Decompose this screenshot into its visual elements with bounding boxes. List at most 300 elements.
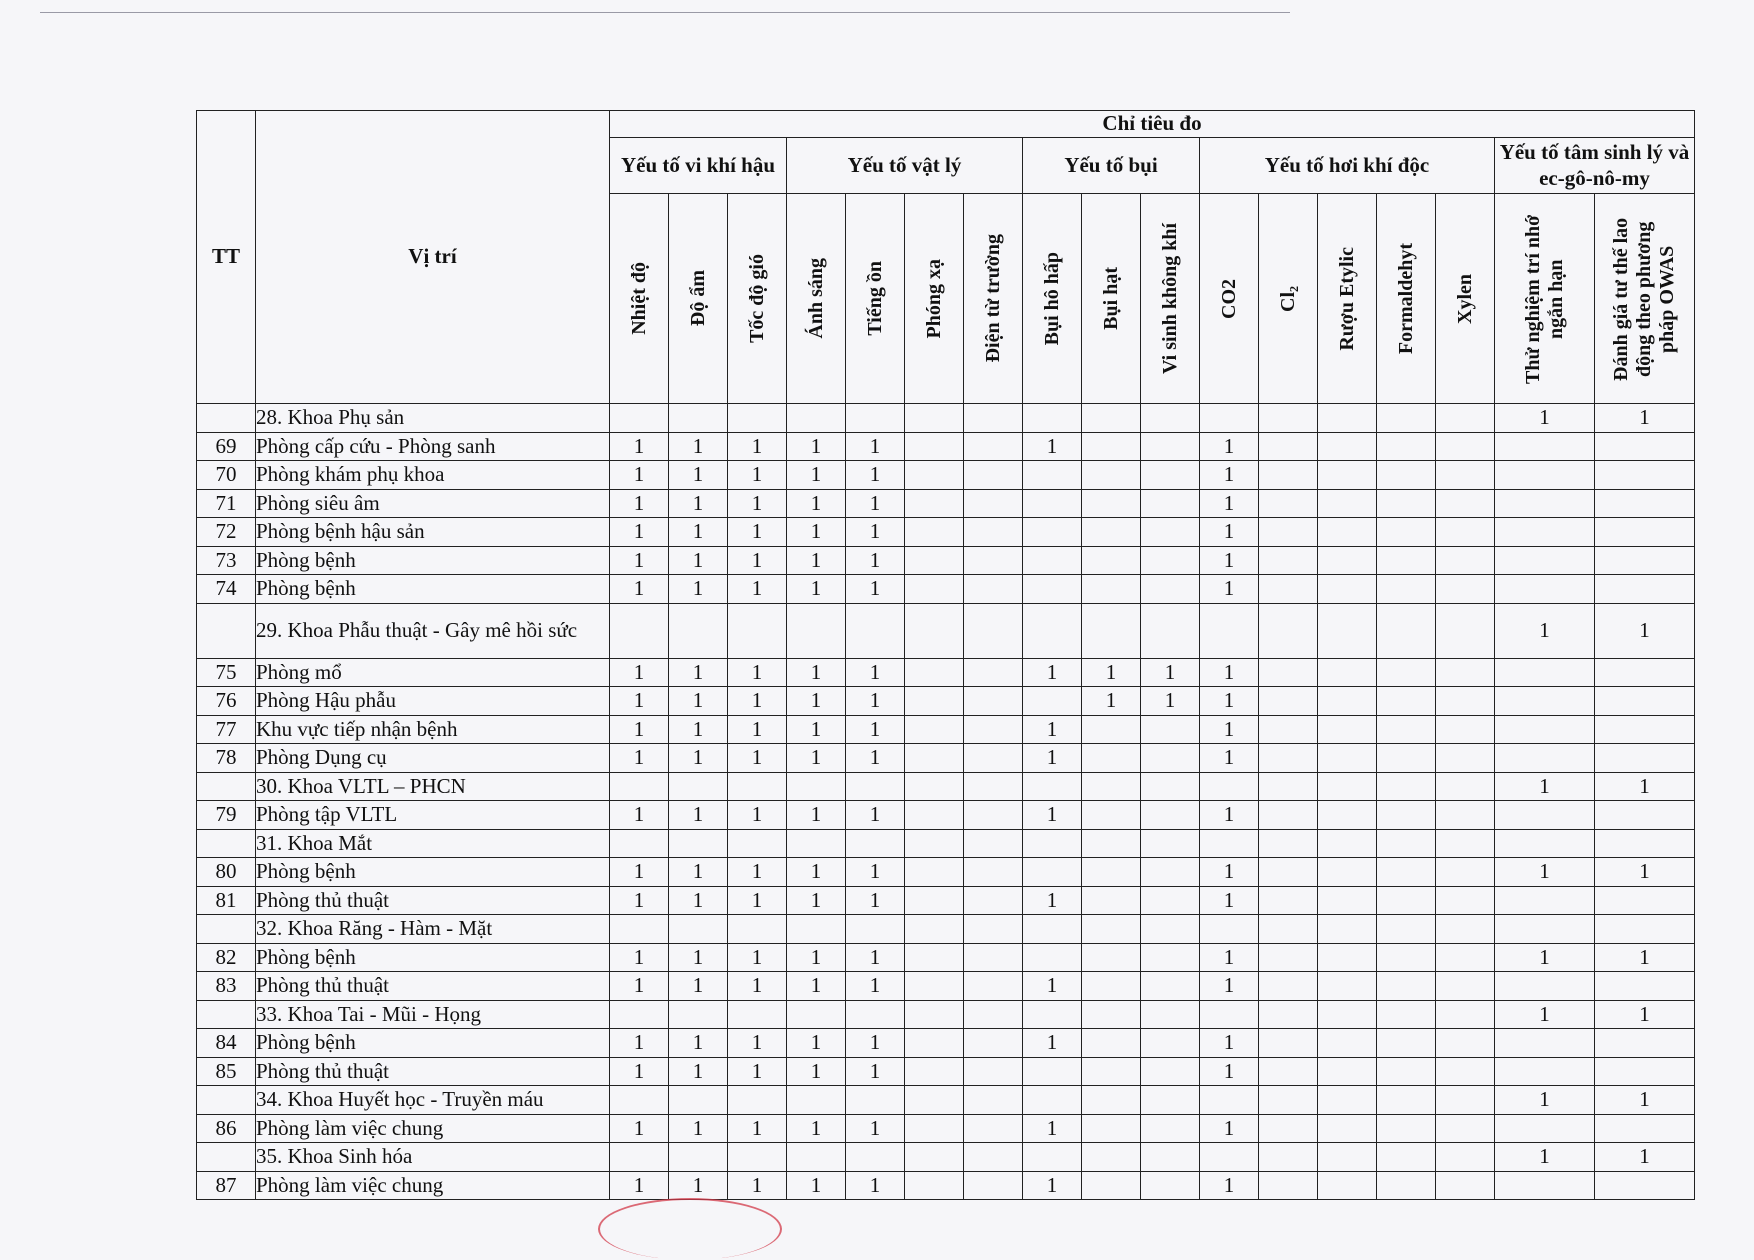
row-value-cell: 1 <box>846 658 905 687</box>
section-label: 31. Khoa Mắt <box>256 829 610 858</box>
row-value-cell <box>1377 461 1436 490</box>
row-value-cell <box>1495 687 1595 716</box>
row-tt: 87 <box>197 1171 256 1200</box>
row-value-cell: 1 <box>1200 1029 1259 1058</box>
row-value-cell <box>964 1029 1023 1058</box>
row-value-cell <box>1318 858 1377 887</box>
row-tt: 86 <box>197 1114 256 1143</box>
row-value-cell: 1 <box>610 489 669 518</box>
row-value-cell <box>610 915 669 944</box>
table-row <box>197 461 1695 490</box>
header-column <box>1595 194 1695 404</box>
header-column-label: Formaldehyt <box>1394 242 1417 355</box>
row-value-cell <box>787 772 846 801</box>
row-value-cell: 1 <box>787 1171 846 1200</box>
row-value-cell <box>905 1086 964 1115</box>
row-value-cell <box>669 1086 728 1115</box>
row-value-cell <box>1595 886 1695 915</box>
row-value-cell <box>1141 489 1200 518</box>
row-value-cell: 1 <box>1200 886 1259 915</box>
row-value-cell <box>964 603 1023 658</box>
row-value-cell <box>1259 886 1318 915</box>
row-value-cell <box>1141 972 1200 1001</box>
row-value-cell: 1 <box>1200 858 1259 887</box>
row-value-cell <box>1595 518 1695 547</box>
row-value-cell: 1 <box>728 518 787 547</box>
row-value-cell <box>905 432 964 461</box>
row-value-cell <box>1318 489 1377 518</box>
row-value-cell <box>1082 489 1141 518</box>
row-value-cell <box>1318 972 1377 1001</box>
row-value-cell <box>1259 603 1318 658</box>
row-value-cell <box>964 575 1023 604</box>
row-value-cell <box>1141 603 1200 658</box>
row-value-cell <box>1495 829 1595 858</box>
row-value-cell <box>1082 1086 1141 1115</box>
row-value-cell <box>787 603 846 658</box>
row-value-cell: 1 <box>787 1057 846 1086</box>
row-value-cell: 1 <box>846 1057 905 1086</box>
row-value-cell <box>1259 687 1318 716</box>
row-tt <box>197 1086 256 1115</box>
row-value-cell <box>1141 886 1200 915</box>
row-value-cell: 1 <box>1495 1143 1595 1172</box>
row-value-cell <box>1595 546 1695 575</box>
row-value-cell <box>1595 432 1695 461</box>
row-location: Phòng cấp cứu - Phòng sanh <box>256 432 610 461</box>
row-value-cell <box>1495 461 1595 490</box>
table-row <box>197 972 1695 1001</box>
row-value-cell: 1 <box>669 432 728 461</box>
red-stamp-mark <box>598 1198 782 1260</box>
row-value-cell <box>1023 404 1082 433</box>
header-group: Yếu tố bụi <box>1023 138 1200 194</box>
row-location: Phòng thủ thuật <box>256 972 610 1001</box>
row-value-cell <box>1023 1000 1082 1029</box>
row-value-cell <box>905 1171 964 1200</box>
row-value-cell <box>1436 687 1495 716</box>
row-value-cell <box>1495 715 1595 744</box>
table-row <box>197 744 1695 773</box>
row-value-cell: 1 <box>1141 687 1200 716</box>
table-row <box>197 858 1695 887</box>
row-value-cell <box>1495 575 1595 604</box>
row-value-cell <box>728 829 787 858</box>
row-value-cell: 1 <box>728 1057 787 1086</box>
row-value-cell: 1 <box>669 687 728 716</box>
row-value-cell <box>1200 772 1259 801</box>
row-value-cell <box>1318 518 1377 547</box>
row-value-cell <box>1082 575 1141 604</box>
row-value-cell <box>1436 1057 1495 1086</box>
row-value-cell: 1 <box>846 1029 905 1058</box>
row-value-cell: 1 <box>610 1029 669 1058</box>
row-tt <box>197 603 256 658</box>
row-value-cell: 1 <box>1595 1000 1695 1029</box>
row-value-cell <box>1082 1114 1141 1143</box>
row-value-cell <box>964 915 1023 944</box>
row-value-cell <box>905 658 964 687</box>
row-value-cell <box>1141 461 1200 490</box>
row-value-cell <box>905 858 964 887</box>
row-value-cell <box>728 1086 787 1115</box>
row-value-cell <box>1595 1171 1695 1200</box>
row-value-cell <box>1259 461 1318 490</box>
table-row <box>197 886 1695 915</box>
row-tt: 85 <box>197 1057 256 1086</box>
row-value-cell <box>1436 1029 1495 1058</box>
row-value-cell: 1 <box>669 518 728 547</box>
row-value-cell: 1 <box>1595 943 1695 972</box>
row-value-cell <box>905 489 964 518</box>
row-value-cell <box>1595 461 1695 490</box>
table-row <box>197 432 1695 461</box>
row-value-cell <box>1082 744 1141 773</box>
row-value-cell: 1 <box>1595 772 1695 801</box>
header-column-label: Độ ẩm <box>686 270 709 327</box>
measurement-table <box>196 110 1695 1200</box>
row-tt: 80 <box>197 858 256 887</box>
section-row <box>197 772 1695 801</box>
row-value-cell <box>1023 603 1082 658</box>
row-value-cell <box>1495 886 1595 915</box>
row-value-cell <box>1436 1000 1495 1029</box>
row-value-cell: 1 <box>1200 658 1259 687</box>
row-value-cell <box>1377 715 1436 744</box>
header-column <box>728 194 787 404</box>
row-value-cell <box>964 972 1023 1001</box>
row-value-cell: 1 <box>1595 1086 1695 1115</box>
row-value-cell <box>1318 603 1377 658</box>
row-tt: 72 <box>197 518 256 547</box>
row-value-cell: 1 <box>846 687 905 716</box>
row-value-cell <box>964 461 1023 490</box>
header-column-label: Xylen <box>1453 273 1476 324</box>
row-value-cell: 1 <box>610 461 669 490</box>
row-value-cell <box>1259 829 1318 858</box>
row-tt: 77 <box>197 715 256 744</box>
row-value-cell <box>1259 915 1318 944</box>
row-value-cell: 1 <box>787 489 846 518</box>
row-value-cell <box>1436 801 1495 830</box>
row-value-cell <box>1318 886 1377 915</box>
row-value-cell <box>1023 1143 1082 1172</box>
row-tt: 81 <box>197 886 256 915</box>
row-value-cell <box>905 1143 964 1172</box>
row-value-cell <box>1436 1086 1495 1115</box>
row-value-cell: 1 <box>787 1114 846 1143</box>
row-value-cell: 1 <box>846 575 905 604</box>
row-value-cell <box>1259 943 1318 972</box>
row-value-cell <box>1023 489 1082 518</box>
row-value-cell <box>964 801 1023 830</box>
row-value-cell <box>1200 404 1259 433</box>
row-value-cell: 1 <box>610 801 669 830</box>
row-value-cell <box>1082 972 1141 1001</box>
row-value-cell <box>1141 1057 1200 1086</box>
row-tt: 70 <box>197 461 256 490</box>
row-value-cell <box>1141 1000 1200 1029</box>
row-value-cell <box>1318 461 1377 490</box>
row-value-cell: 1 <box>1200 432 1259 461</box>
row-value-cell <box>1082 772 1141 801</box>
row-value-cell: 1 <box>787 575 846 604</box>
row-value-cell <box>964 1057 1023 1086</box>
row-value-cell <box>1318 1171 1377 1200</box>
section-label: 35. Khoa Sinh hóa <box>256 1143 610 1172</box>
section-row <box>197 829 1695 858</box>
row-value-cell <box>1318 1143 1377 1172</box>
row-value-cell <box>846 772 905 801</box>
row-value-cell: 1 <box>1023 744 1082 773</box>
row-tt: 76 <box>197 687 256 716</box>
row-value-cell <box>1377 658 1436 687</box>
row-value-cell <box>905 801 964 830</box>
header-column <box>1377 194 1436 404</box>
row-value-cell <box>1377 858 1436 887</box>
row-value-cell <box>846 404 905 433</box>
row-value-cell: 1 <box>787 886 846 915</box>
row-value-cell <box>905 1057 964 1086</box>
row-value-cell: 1 <box>1023 1171 1082 1200</box>
row-value-cell <box>1377 603 1436 658</box>
row-value-cell: 1 <box>846 972 905 1001</box>
row-value-cell <box>1318 915 1377 944</box>
row-value-cell: 1 <box>1200 744 1259 773</box>
row-value-cell: 1 <box>846 518 905 547</box>
row-value-cell <box>964 658 1023 687</box>
row-value-cell <box>1200 1143 1259 1172</box>
row-value-cell <box>1082 518 1141 547</box>
row-value-cell <box>1318 772 1377 801</box>
row-value-cell <box>1259 715 1318 744</box>
row-value-cell: 1 <box>1200 687 1259 716</box>
row-value-cell: 1 <box>846 943 905 972</box>
row-value-cell <box>1082 1057 1141 1086</box>
row-value-cell <box>1023 772 1082 801</box>
row-value-cell <box>964 546 1023 575</box>
row-value-cell <box>1023 461 1082 490</box>
row-value-cell <box>1200 1000 1259 1029</box>
row-location: Phòng bệnh hậu sản <box>256 518 610 547</box>
row-value-cell: 1 <box>1023 1029 1082 1058</box>
row-value-cell <box>1082 715 1141 744</box>
row-location: Phòng bệnh <box>256 546 610 575</box>
header-column-label: Vi sinh không khí <box>1158 222 1181 374</box>
header-group: Yếu tố vi khí hậu <box>610 138 787 194</box>
row-value-cell <box>1495 658 1595 687</box>
row-value-cell <box>1318 1086 1377 1115</box>
header-column <box>1259 194 1318 404</box>
row-value-cell <box>846 1000 905 1029</box>
row-value-cell <box>1595 801 1695 830</box>
table-row <box>197 489 1695 518</box>
row-value-cell: 1 <box>610 715 669 744</box>
row-value-cell <box>1377 801 1436 830</box>
row-value-cell <box>846 915 905 944</box>
row-value-cell: 1 <box>1495 858 1595 887</box>
row-value-cell <box>1318 432 1377 461</box>
row-value-cell <box>905 404 964 433</box>
row-tt: 83 <box>197 972 256 1001</box>
section-row <box>197 603 1695 658</box>
row-value-cell <box>1436 772 1495 801</box>
row-value-cell <box>846 1143 905 1172</box>
row-location: Phòng siêu âm <box>256 489 610 518</box>
row-value-cell <box>1495 801 1595 830</box>
row-value-cell: 1 <box>787 687 846 716</box>
row-value-cell <box>1377 772 1436 801</box>
row-value-cell <box>610 1000 669 1029</box>
row-value-cell <box>1436 546 1495 575</box>
row-value-cell: 1 <box>846 546 905 575</box>
row-value-cell <box>669 603 728 658</box>
table-row <box>197 575 1695 604</box>
row-value-cell <box>1259 772 1318 801</box>
row-value-cell: 1 <box>610 886 669 915</box>
row-tt <box>197 1000 256 1029</box>
row-value-cell <box>1318 1057 1377 1086</box>
row-value-cell <box>728 603 787 658</box>
row-value-cell <box>1082 915 1141 944</box>
row-value-cell: 1 <box>787 546 846 575</box>
row-value-cell <box>1259 546 1318 575</box>
section-row <box>197 1000 1695 1029</box>
row-value-cell: 1 <box>669 943 728 972</box>
row-value-cell: 1 <box>787 801 846 830</box>
row-value-cell: 1 <box>610 658 669 687</box>
row-value-cell <box>1595 575 1695 604</box>
table-row <box>197 546 1695 575</box>
row-value-cell <box>669 404 728 433</box>
row-value-cell <box>905 518 964 547</box>
row-value-cell <box>610 404 669 433</box>
row-value-cell <box>964 829 1023 858</box>
row-location: Phòng Dụng cụ <box>256 744 610 773</box>
row-value-cell: 1 <box>787 432 846 461</box>
row-value-cell <box>1495 546 1595 575</box>
row-value-cell <box>964 1086 1023 1115</box>
row-value-cell <box>1436 858 1495 887</box>
row-value-cell: 1 <box>1200 715 1259 744</box>
row-location: Phòng làm việc chung <box>256 1171 610 1200</box>
row-value-cell <box>1259 1171 1318 1200</box>
row-value-cell <box>1141 772 1200 801</box>
row-value-cell: 1 <box>728 658 787 687</box>
header-column-label: Ánh sáng <box>804 258 827 339</box>
row-value-cell <box>905 715 964 744</box>
table-row <box>197 1029 1695 1058</box>
row-value-cell <box>846 1086 905 1115</box>
row-value-cell <box>905 461 964 490</box>
row-value-cell: 1 <box>728 546 787 575</box>
row-value-cell <box>964 489 1023 518</box>
row-tt <box>197 915 256 944</box>
row-value-cell <box>1377 1000 1436 1029</box>
row-location: Phòng thủ thuật <box>256 1057 610 1086</box>
row-value-cell <box>669 829 728 858</box>
row-value-cell <box>1259 404 1318 433</box>
row-value-cell: 1 <box>1495 1086 1595 1115</box>
header-column <box>1436 194 1495 404</box>
header-column-label: Rượu Etylic <box>1335 246 1358 351</box>
row-value-cell: 1 <box>1595 858 1695 887</box>
table-row <box>197 1114 1695 1143</box>
row-tt: 75 <box>197 658 256 687</box>
row-value-cell <box>1023 915 1082 944</box>
row-value-cell: 1 <box>610 432 669 461</box>
row-value-cell: 1 <box>610 546 669 575</box>
row-value-cell <box>1023 575 1082 604</box>
row-value-cell: 1 <box>1023 972 1082 1001</box>
row-value-cell: 1 <box>669 658 728 687</box>
row-tt <box>197 1143 256 1172</box>
row-value-cell <box>1141 1143 1200 1172</box>
row-value-cell <box>728 1000 787 1029</box>
row-value-cell <box>728 1143 787 1172</box>
table-row <box>197 687 1695 716</box>
row-value-cell: 1 <box>846 886 905 915</box>
row-value-cell <box>1141 943 1200 972</box>
row-value-cell <box>964 1143 1023 1172</box>
row-value-cell <box>1141 744 1200 773</box>
row-value-cell <box>1436 432 1495 461</box>
row-value-cell: 1 <box>610 687 669 716</box>
row-value-cell <box>610 829 669 858</box>
row-value-cell: 1 <box>669 715 728 744</box>
header-chi-tieu-do: Chỉ tiêu đo <box>610 111 1695 138</box>
row-value-cell <box>1200 1086 1259 1115</box>
row-value-cell: 1 <box>1495 603 1595 658</box>
row-value-cell <box>1141 404 1200 433</box>
row-value-cell: 1 <box>669 575 728 604</box>
row-value-cell <box>1141 1114 1200 1143</box>
row-value-cell: 1 <box>787 715 846 744</box>
section-row <box>197 1086 1695 1115</box>
row-value-cell: 1 <box>787 461 846 490</box>
row-location: Phòng bệnh <box>256 1029 610 1058</box>
row-value-cell <box>1082 858 1141 887</box>
row-value-cell <box>1377 1086 1436 1115</box>
row-value-cell: 1 <box>728 858 787 887</box>
header-column <box>1141 194 1200 404</box>
header-column-label: Phóng xạ <box>922 258 945 339</box>
row-value-cell <box>846 603 905 658</box>
row-value-cell: 1 <box>669 546 728 575</box>
section-label: 28. Khoa Phụ sản <box>256 404 610 433</box>
row-value-cell <box>610 1086 669 1115</box>
row-value-cell: 1 <box>1200 943 1259 972</box>
row-value-cell <box>1377 744 1436 773</box>
row-value-cell <box>1377 404 1436 433</box>
row-value-cell: 1 <box>728 432 787 461</box>
row-value-cell <box>1259 658 1318 687</box>
row-value-cell <box>1141 432 1200 461</box>
row-value-cell <box>1200 915 1259 944</box>
section-row <box>197 404 1695 433</box>
row-value-cell: 1 <box>669 461 728 490</box>
row-tt: 82 <box>197 943 256 972</box>
row-value-cell <box>1595 1029 1695 1058</box>
row-value-cell: 1 <box>1595 1143 1695 1172</box>
row-value-cell: 1 <box>1082 687 1141 716</box>
row-value-cell <box>905 943 964 972</box>
section-row <box>197 915 1695 944</box>
row-value-cell <box>1436 972 1495 1001</box>
row-tt: 84 <box>197 1029 256 1058</box>
row-value-cell: 1 <box>728 1114 787 1143</box>
row-value-cell <box>1595 658 1695 687</box>
